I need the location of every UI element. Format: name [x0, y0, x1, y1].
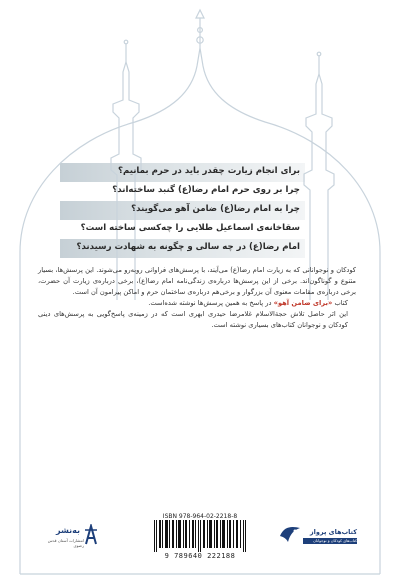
isbn-label: ISBN 978-964-02-2218-8	[162, 513, 238, 520]
description-paragraph-3: این اثر حاصل تلاش حجة‌الاسلام غلامرضا حیدری ابهری است که در زمینه‌ی پاسخ‌گویی به پرسش‌های دینی کودکان و نوجوانان کتاب‌های بسیاری نوشته است.	[38, 310, 348, 330]
question-item: چرا به امام رضا(ع) ضامن آهو می‌گویند؟	[131, 204, 300, 214]
behnashr-icon	[84, 524, 98, 546]
description-paragraph-1: کودکان و نوجوانانی که به زیارت امام رضا(ع) می‌آیند، با پرسش‌های فراوانی روبه‌رو می‌شوند. این پرسش‌ها، بسیار متنوع و گوناگون‌اند. برخی از این پرسش‌ها درباره‌ی زندگی‌نامه امام رضا(ع)، برخی درباره‌ی زیارت آن حضرت، برخی درباره‌ی مقامات معنوی آن بزرگوار و برخی‌هم درباره‌ی ساختمان حرم و اماکن پیرامون آن است.	[38, 266, 356, 297]
question-item: امام رضا(ع) در چه سالی و چگونه به شهادت رسیدند؟	[76, 242, 300, 252]
description-paragraph-2	[38, 298, 356, 309]
publisher-right-name: کتاب‌های پرواز	[309, 528, 357, 536]
question-item: برای انجام زیارت چقدر باید در حرم بمانیم؟	[117, 166, 300, 176]
barcode-image	[152, 520, 248, 552]
publisher-logo-parvaz	[278, 522, 358, 550]
parvaz-bird-icon	[278, 522, 302, 546]
barcode-digits: 9 789640 222188	[164, 552, 236, 560]
publisher-left-name: به‌نشر	[56, 526, 80, 535]
description-text	[38, 265, 356, 332]
publisher-logo-behnashr	[40, 522, 100, 552]
paragraph-2-tail: در پاسخ به همین پرسش‌ها نوشته شده‌است.	[148, 299, 272, 308]
publisher-left-sub: انتشارات آستان قدس رضوی	[47, 538, 84, 548]
question-item: سقاخانه‌ی اسماعیل طلایی را چه‌کسی ساخته است؟	[80, 223, 300, 233]
question-item: چرا بر روی حرم امام رضا(ع) گنبد ساخته‌اند؟	[112, 185, 300, 195]
paragraph-2-lead: کتاب	[334, 299, 348, 308]
publisher-right-sub: کتاب‌های کودکان و نوجوانان به‌نشر	[303, 538, 357, 544]
question-list	[70, 163, 300, 258]
book-title: «برای ضامن آهو»	[273, 299, 333, 308]
